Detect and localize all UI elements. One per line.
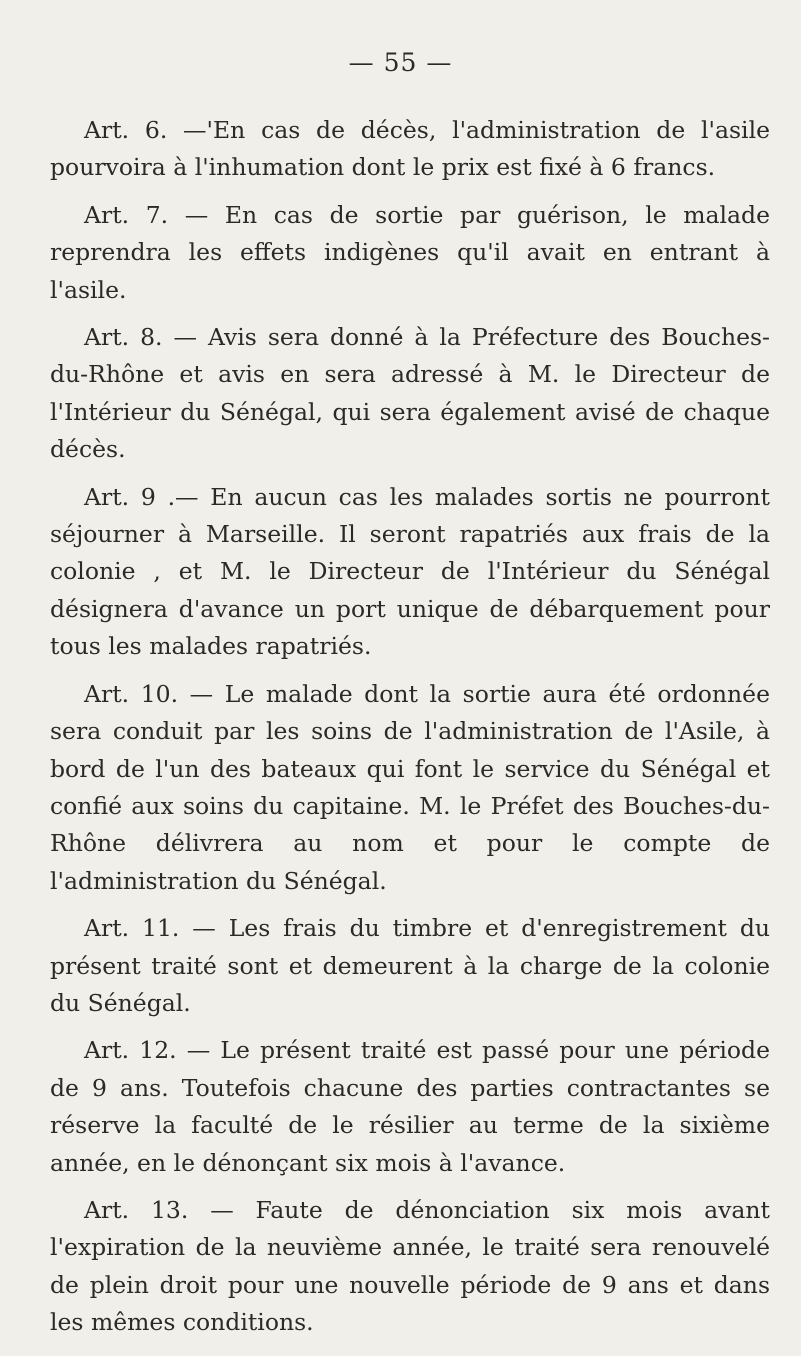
article-10: Art. 10. — Le malade dont la sortie aura été ordonnée sera conduit par les soins de l'administration de l'Asile, à bord de l'un des bateaux qui font le service du Sénégal et confié aux soins du capitaine. M. le Préfet des Bouches-du-Rhône délivrera au nom et pour le compte de l'administration du Sénégal. bbox=[50, 679, 770, 895]
article-13: Art. 13. — Faute de dénonciation six mois avant l'expiration de la neuvième année, le traité sera renouvelé de plein droit pour une nouvelle période de 9 ans et dans les mêmes conditions. bbox=[50, 1195, 770, 1337]
article-12: Art. 12. — Le présent traité est passé pour une période de 9 ans. Toutefois chacune des parties contractantes se réserve la faculté de le résilier au terme de la sixième année, en le dénonçant six mois à l'avance. bbox=[50, 1036, 770, 1177]
article-9: Art. 9 .— En aucun cas les malades sortis ne pourront séjourner à Marseille. Il seront rapatriés aux frais de la colonie , et M. le Directeur de l'Intérieur du Sénégal désignera d'avance un port unique de débarquement pour tous les malades rapatriés. bbox=[50, 482, 770, 661]
page-number: — 55 — bbox=[348, 48, 453, 77]
article-11: Art. 11. — Les frais du timbre et d'enregistrement du présent traité sont et demeurent à la charge de la colonie du Sénégal. bbox=[50, 914, 770, 1017]
article-8: Art. 8. — Avis sera donné à la Préfecture des Bouches-du-Rhône et avis en sera adressé à M. le Directeur de l'Intérieur du Sénégal, qui sera également avisé de chaque décès. bbox=[50, 323, 770, 464]
page-body bbox=[50, 112, 770, 1352]
article-7: Art. 7. — En cas de sortie par guérison, le malade reprendra les effets indigènes qu'il avait en entrant à l'asile. bbox=[50, 200, 770, 304]
article-6: Art. 6. —'En cas de décès, l'administration de l'asile pourvoira à l'inhumation dont le prix est fixé à 6 francs. bbox=[50, 116, 770, 182]
